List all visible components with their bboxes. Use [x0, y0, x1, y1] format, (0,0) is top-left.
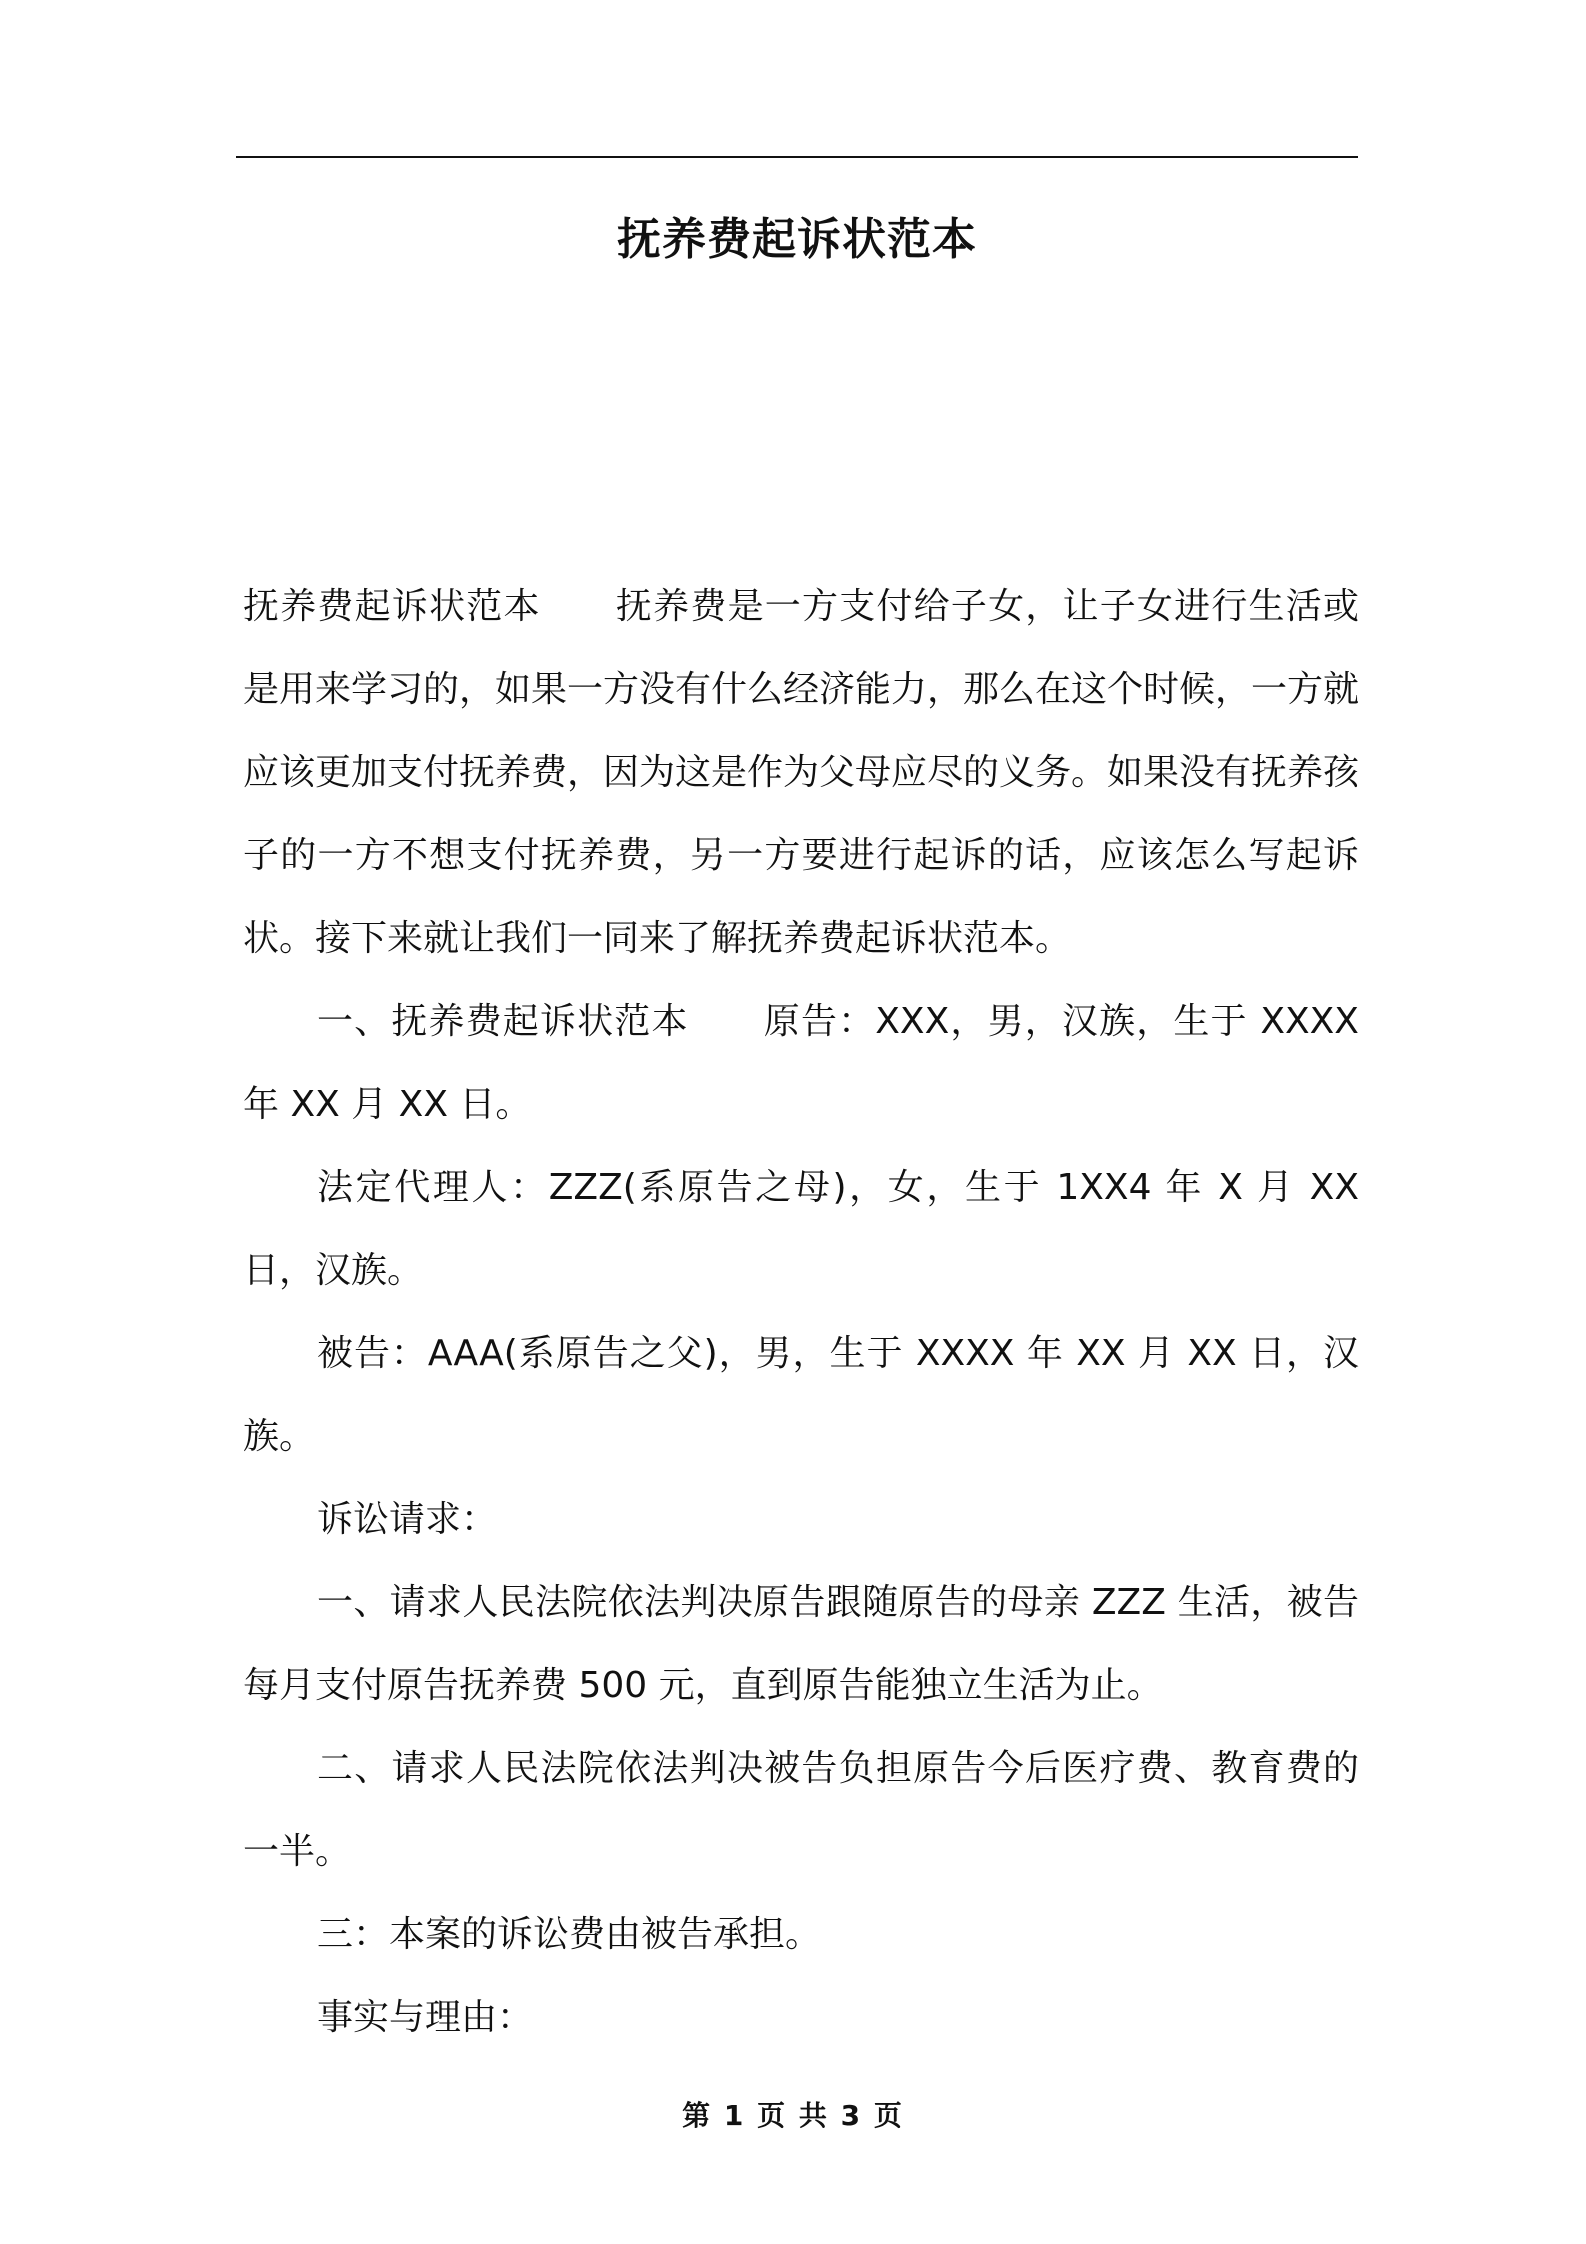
legal-agent-paragraph: 法定代理人：ZZZ(系原告之母)，女，生于 1XX4 年 X 月 XX 日，汉族。	[243, 1167, 1359, 1291]
facts-heading: 事实与理由：	[317, 1997, 534, 2038]
document-body	[243, 565, 1359, 2059]
claims-heading: 诉讼请求：	[317, 1499, 498, 1540]
plaintiff-paragraph	[243, 980, 1359, 1146]
intro-heading: 抚养费起诉状范本	[243, 586, 541, 627]
plaintiff-text: 原告：XXX，男，汉族，生于 XXXX 年 XX 月 XX 日。	[243, 1001, 1359, 1125]
header-rule	[236, 156, 1358, 158]
document-title: 抚养费起诉状范本	[617, 214, 977, 265]
defendant-paragraph: 被告：AAA(系原告之父)，男，生于 XXXX 年 XX 月 XX 日，汉族。	[243, 1333, 1359, 1457]
section-heading: 一、抚养费起诉状范本	[317, 1001, 689, 1042]
claim-3-paragraph: 三：本案的诉讼费由被告承担。	[317, 1914, 822, 1955]
page-footer: 第 1 页 共 3 页	[682, 2099, 904, 2132]
intro-paragraph	[243, 565, 1359, 980]
claim-1-paragraph: 一、请求人民法院依法判决原告跟随原告的母亲 ZZZ 生活，被告每月支付原告抚养费 500 元，直到原告能独立生活为止。	[243, 1582, 1359, 1706]
intro-text: 抚养费是一方支付给子女，让子女进行生活或是用来学习的，如果一方没有什么经济能力，那么在这个时候，一方就应该更加支付抚养费，因为这是作为父母应尽的义务。如果没有抚养孩子的一方不想支付抚养费，另一方要进行起诉的话，应该怎么写起诉状。接下来就让我们一同来了解抚养费起诉状范本。	[243, 586, 1360, 959]
claim-2-paragraph: 二、请求人民法院依法判决被告负担原告今后医疗费、教育费的一半。	[243, 1748, 1359, 1872]
